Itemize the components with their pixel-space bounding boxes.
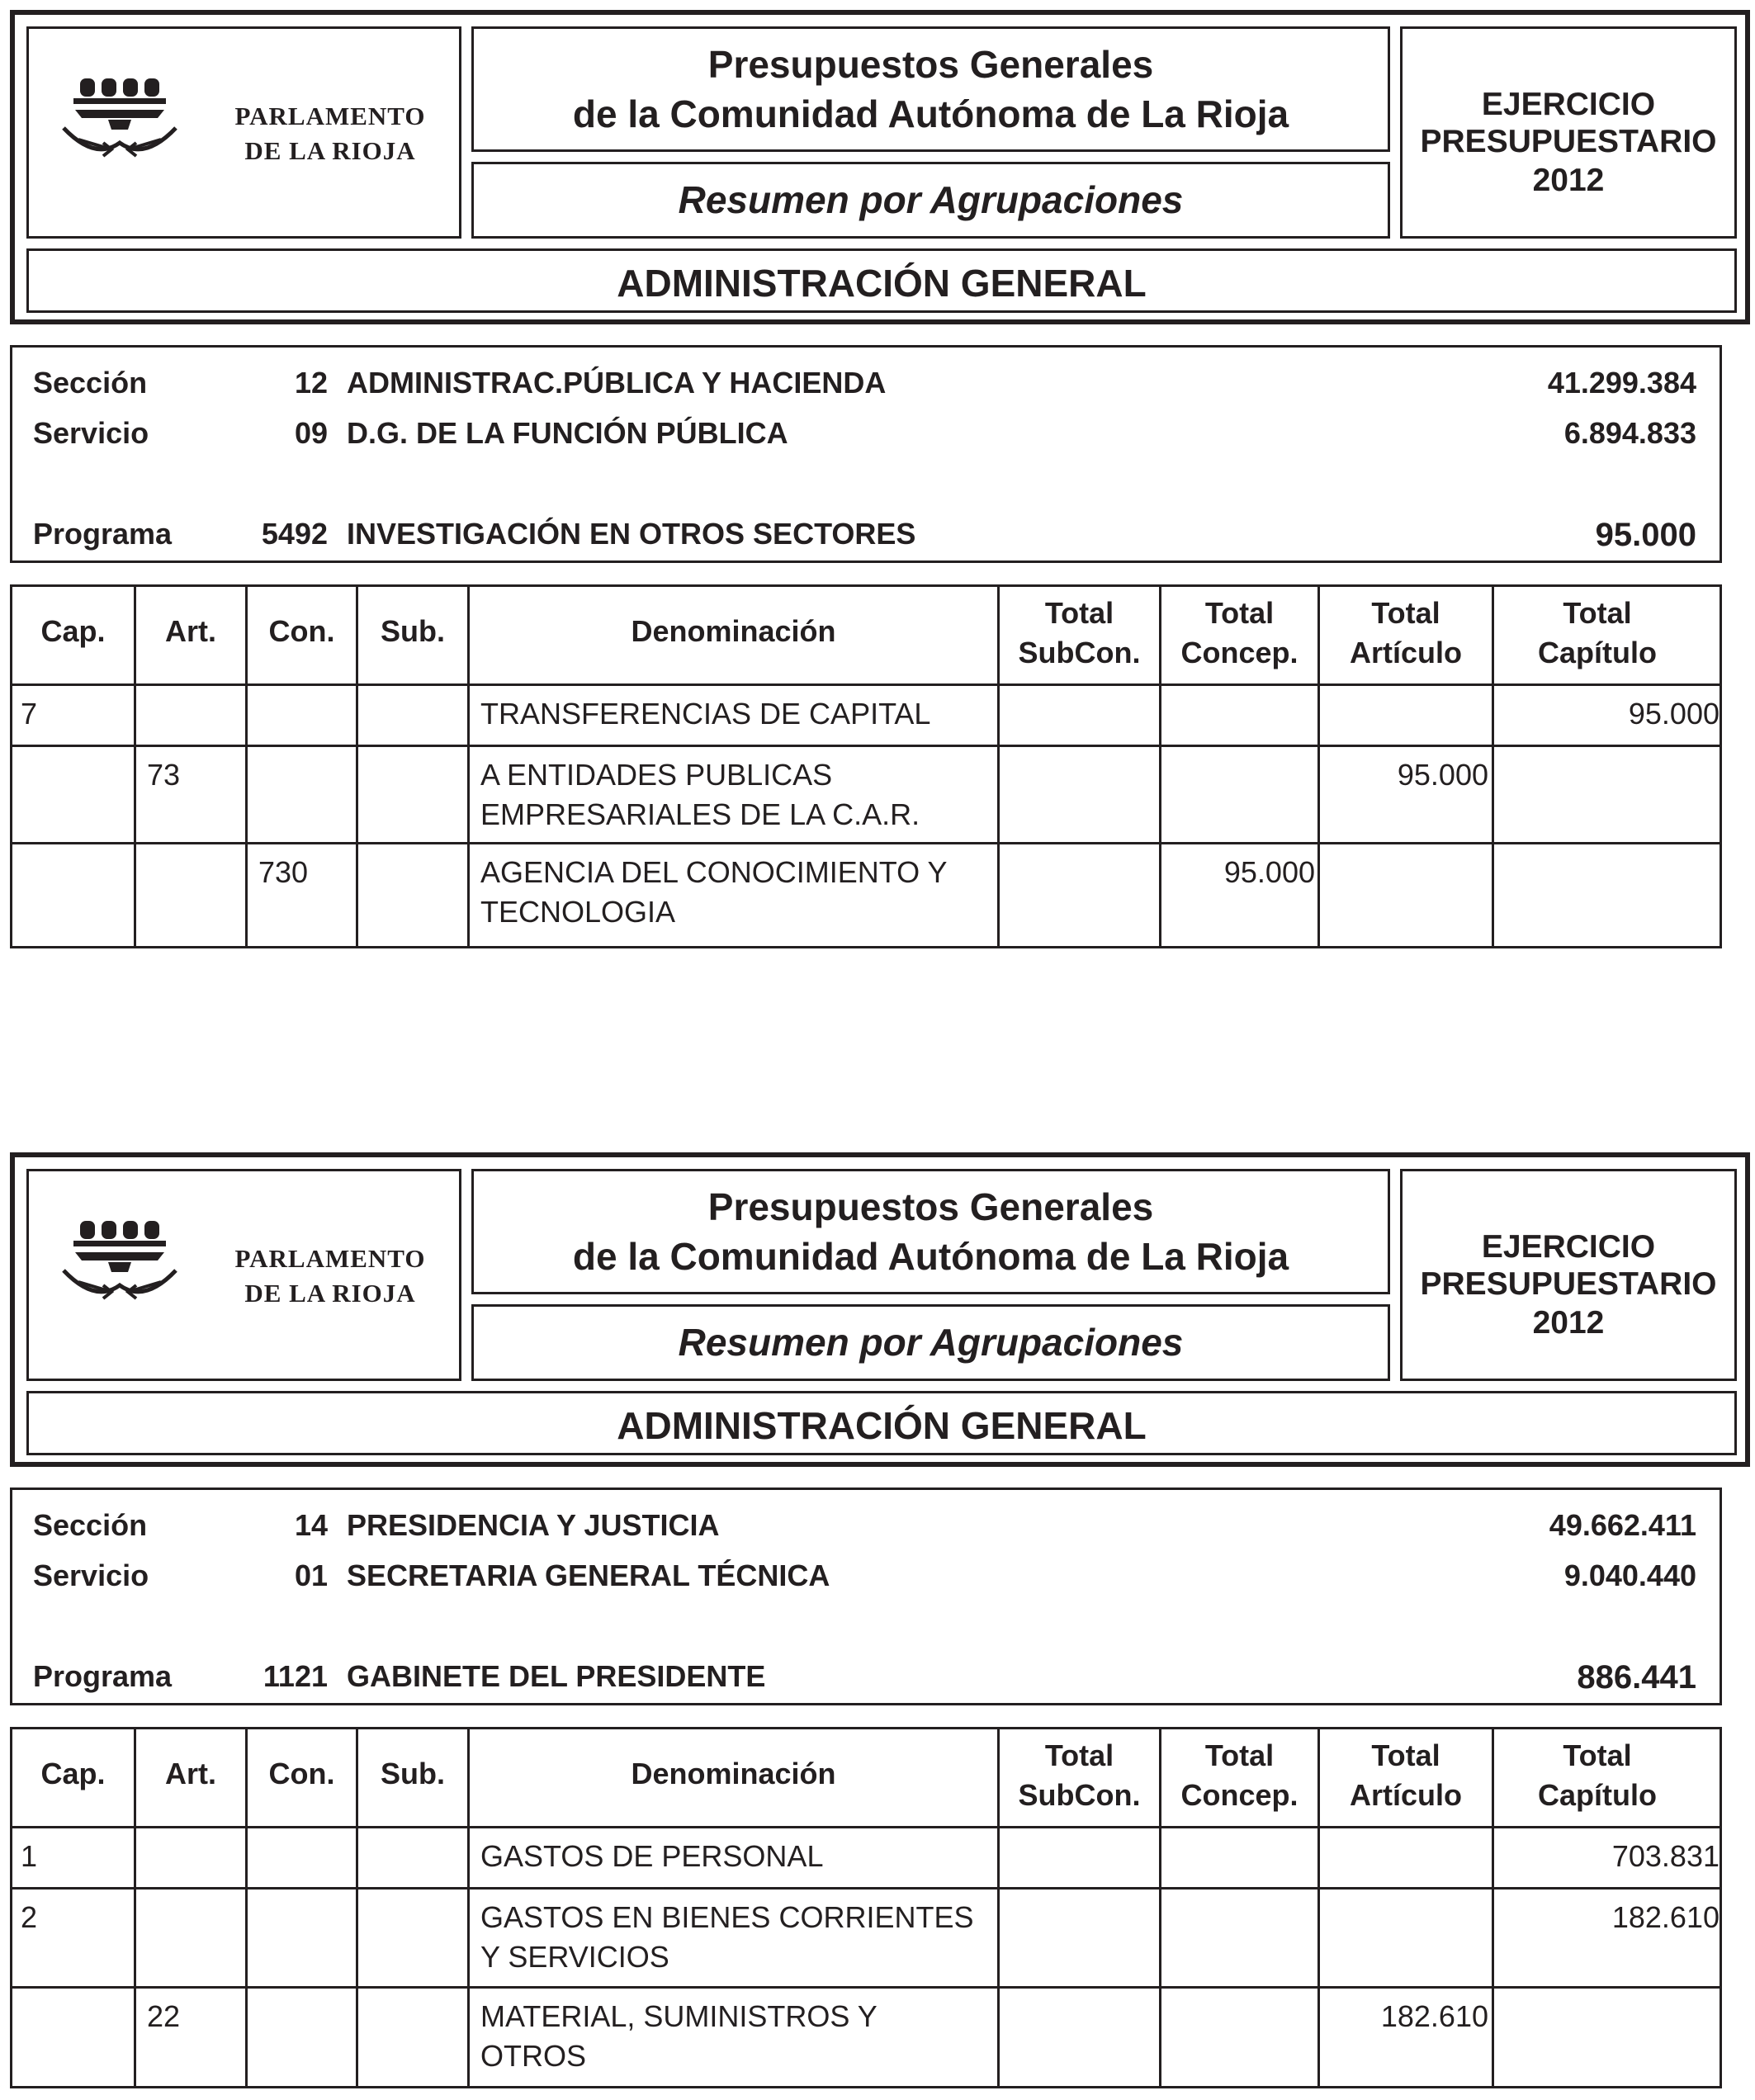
seccion-amount: 49.662.411 xyxy=(1549,1508,1696,1542)
col-denominacion: Denominación xyxy=(631,1757,836,1790)
programa-row xyxy=(12,517,1720,558)
col-concep-line-1: Total xyxy=(1204,596,1275,630)
den-line-1: A ENTIDADES PUBLICAS xyxy=(480,758,833,792)
cell-cap: 7 xyxy=(21,697,38,731)
admin-box xyxy=(26,1391,1737,1455)
year-value: 2012 xyxy=(1532,163,1605,198)
programa-amount: 886.441 xyxy=(1577,1659,1696,1696)
programa-name: GABINETE DEL PRESIDENTE xyxy=(347,1659,766,1693)
programa-amount: 95.000 xyxy=(1595,517,1696,553)
budget-table xyxy=(10,584,1722,948)
col-sub: Sub. xyxy=(381,614,445,648)
table-row xyxy=(12,1828,1720,1890)
col-concep-line-1: Total xyxy=(1204,1738,1275,1772)
den-line-1: MATERIAL, SUMINISTROS Y xyxy=(480,1999,878,2033)
section-info xyxy=(10,345,1722,563)
cell-art: 22 xyxy=(147,1999,181,2033)
col-capitulo-line-1: Total xyxy=(1563,596,1632,630)
section-info xyxy=(10,1488,1722,1705)
col-subcon-line-1: Total xyxy=(1044,596,1114,630)
seccion-amount: 41.299.384 xyxy=(1547,366,1696,400)
programa-name: INVESTIGACIÓN EN OTROS SECTORES xyxy=(347,517,916,551)
servicio-row xyxy=(12,1558,1720,1600)
servicio-code: 09 xyxy=(294,416,328,450)
title-line-1: Presupuestos Generales xyxy=(707,1185,1154,1228)
seccion-row xyxy=(12,366,1720,407)
cell-denominacion xyxy=(480,853,1009,932)
programa-label: Programa xyxy=(33,1659,173,1693)
cell-denominacion xyxy=(480,1837,1009,1876)
col-con: Con. xyxy=(268,614,335,648)
cell-total-articulo: 182.610 xyxy=(1380,1999,1488,2033)
col-total-capitulo xyxy=(1494,587,1701,683)
col-denominacion: Denominación xyxy=(631,614,836,648)
title-line-2: de la Comunidad Autónoma de La Rioja xyxy=(572,1235,1289,1278)
year-line-2: PRESUPUESTARIO xyxy=(1420,1266,1717,1302)
logo-text-line-1: PARLAMENTO xyxy=(234,1244,426,1273)
year-line-2: PRESUPUESTARIO xyxy=(1420,124,1717,159)
seccion-label: Sección xyxy=(33,366,148,400)
col-concep-line-2: Concep. xyxy=(1180,1778,1299,1812)
subtitle-box xyxy=(471,1304,1390,1381)
col-total-concep xyxy=(1161,587,1317,683)
parliament-logo-icon xyxy=(62,70,194,194)
col-cap: Cap. xyxy=(40,614,106,648)
table-row xyxy=(12,844,1720,946)
col-subcon-line-2: SubCon. xyxy=(1018,1778,1141,1812)
den-line-2: Y SERVICIOS xyxy=(480,1940,669,1974)
title-line-1: Presupuestos Generales xyxy=(707,43,1154,86)
cell-total-capitulo: 182.610 xyxy=(1611,1900,1720,1934)
subtitle: Resumen por Agrupaciones xyxy=(678,1321,1184,1364)
col-total-subcon xyxy=(1000,587,1159,683)
servicio-name: D.G. DE LA FUNCIÓN PÚBLICA xyxy=(347,416,788,450)
cell-total-concep: 95.000 xyxy=(1223,855,1315,889)
col-subcon-line-2: SubCon. xyxy=(1018,636,1141,669)
budget-table xyxy=(10,1727,1722,2088)
sheet-header xyxy=(10,1152,1750,1467)
fiscal-year-box xyxy=(1400,1169,1737,1381)
cell-total-capitulo: 95.000 xyxy=(1628,697,1720,731)
seccion-code: 12 xyxy=(294,366,328,400)
table-header xyxy=(12,587,1720,686)
table-row xyxy=(12,686,1720,747)
col-articulo-line-2: Artículo xyxy=(1349,1778,1462,1812)
col-total-articulo xyxy=(1320,1729,1492,1826)
seccion-code: 14 xyxy=(294,1508,328,1542)
cell-total-articulo: 95.000 xyxy=(1397,758,1488,792)
logo-text xyxy=(211,99,450,168)
col-total-articulo xyxy=(1320,587,1492,683)
admin-title: ADMINISTRACIÓN GENERAL xyxy=(617,1404,1147,1447)
cell-cap: 1 xyxy=(21,1839,38,1873)
servicio-row xyxy=(12,416,1720,457)
cell-denominacion xyxy=(480,694,1009,734)
programa-code: 5492 xyxy=(261,517,328,551)
den-line-2: EMPRESARIALES DE LA C.A.R. xyxy=(480,797,920,831)
den-line-1: AGENCIA DEL CONOCIMIENTO Y xyxy=(480,855,948,889)
servicio-code: 01 xyxy=(294,1558,328,1592)
logo-text xyxy=(211,1242,450,1311)
cell-art: 73 xyxy=(147,758,181,792)
col-art: Art. xyxy=(165,614,216,648)
title-line-2: de la Comunidad Autónoma de La Rioja xyxy=(572,92,1289,135)
den-line-2: TECNOLOGIA xyxy=(480,895,676,929)
title-box xyxy=(471,26,1390,152)
col-capitulo-line-2: Capítulo xyxy=(1538,636,1657,669)
table-header xyxy=(12,1729,1720,1828)
col-capitulo-line-1: Total xyxy=(1563,1738,1632,1772)
servicio-amount: 6.894.833 xyxy=(1563,416,1696,450)
admin-box xyxy=(26,248,1737,313)
servicio-amount: 9.040.440 xyxy=(1563,1558,1696,1592)
subtitle-box xyxy=(471,162,1390,239)
logo-text-line-2: DE LA RIOJA xyxy=(244,1279,416,1308)
col-articulo-line-2: Artículo xyxy=(1349,636,1462,669)
col-concep-line-2: Concep. xyxy=(1180,636,1299,669)
den-line-1: TRANSFERENCIAS DE CAPITAL xyxy=(480,697,931,731)
cell-denominacion xyxy=(480,755,1009,835)
subtitle: Resumen por Agrupaciones xyxy=(678,178,1184,221)
servicio-label: Servicio xyxy=(33,416,149,450)
col-total-concep xyxy=(1161,1729,1317,1826)
programa-row xyxy=(12,1659,1720,1700)
logo-text-line-1: PARLAMENTO xyxy=(234,102,426,130)
parliament-logo-icon xyxy=(62,1213,194,1336)
cell-denominacion xyxy=(480,1997,1009,2076)
cell-total-capitulo: 703.831 xyxy=(1611,1839,1720,1873)
den-line-1: GASTOS EN BIENES CORRIENTES xyxy=(480,1900,974,1934)
col-art: Art. xyxy=(165,1757,216,1790)
year-line-1: EJERCICIO xyxy=(1481,1229,1656,1265)
col-articulo-line-1: Total xyxy=(1371,1738,1440,1772)
programa-code: 1121 xyxy=(263,1659,328,1693)
logo-text-line-2: DE LA RIOJA xyxy=(244,136,416,165)
table-row xyxy=(12,1989,1720,2086)
title-box xyxy=(471,1169,1390,1294)
servicio-name: SECRETARIA GENERAL TÉCNICA xyxy=(347,1558,830,1592)
col-total-subcon xyxy=(1000,1729,1159,1826)
seccion-row xyxy=(12,1508,1720,1549)
programa-label: Programa xyxy=(33,517,173,551)
logo-box xyxy=(26,26,461,239)
logo-box xyxy=(26,1169,461,1381)
col-sub: Sub. xyxy=(381,1757,445,1790)
cell-denominacion xyxy=(480,1898,1009,1977)
seccion-label: Sección xyxy=(33,1508,148,1542)
den-line-2: OTROS xyxy=(480,2039,587,2073)
table-row xyxy=(12,1890,1720,1989)
servicio-label: Servicio xyxy=(33,1558,149,1592)
col-articulo-line-1: Total xyxy=(1371,596,1440,630)
sheet-header xyxy=(10,10,1750,324)
seccion-name: ADMINISTRAC.PÚBLICA Y HACIENDA xyxy=(347,366,887,400)
col-capitulo-line-2: Capítulo xyxy=(1538,1778,1657,1812)
cell-con: 730 xyxy=(258,855,309,889)
col-subcon-line-1: Total xyxy=(1044,1738,1114,1772)
year-line-1: EJERCICIO xyxy=(1481,87,1656,122)
col-cap: Cap. xyxy=(40,1757,106,1790)
cell-cap: 2 xyxy=(21,1900,38,1934)
col-con: Con. xyxy=(268,1757,335,1790)
fiscal-year-box xyxy=(1400,26,1737,239)
year-value: 2012 xyxy=(1532,1305,1605,1341)
den-line-1: GASTOS DE PERSONAL xyxy=(480,1839,824,1873)
seccion-name: PRESIDENCIA Y JUSTICIA xyxy=(347,1508,720,1542)
admin-title: ADMINISTRACIÓN GENERAL xyxy=(617,262,1147,305)
table-row xyxy=(12,747,1720,844)
col-total-capitulo xyxy=(1494,1729,1701,1826)
